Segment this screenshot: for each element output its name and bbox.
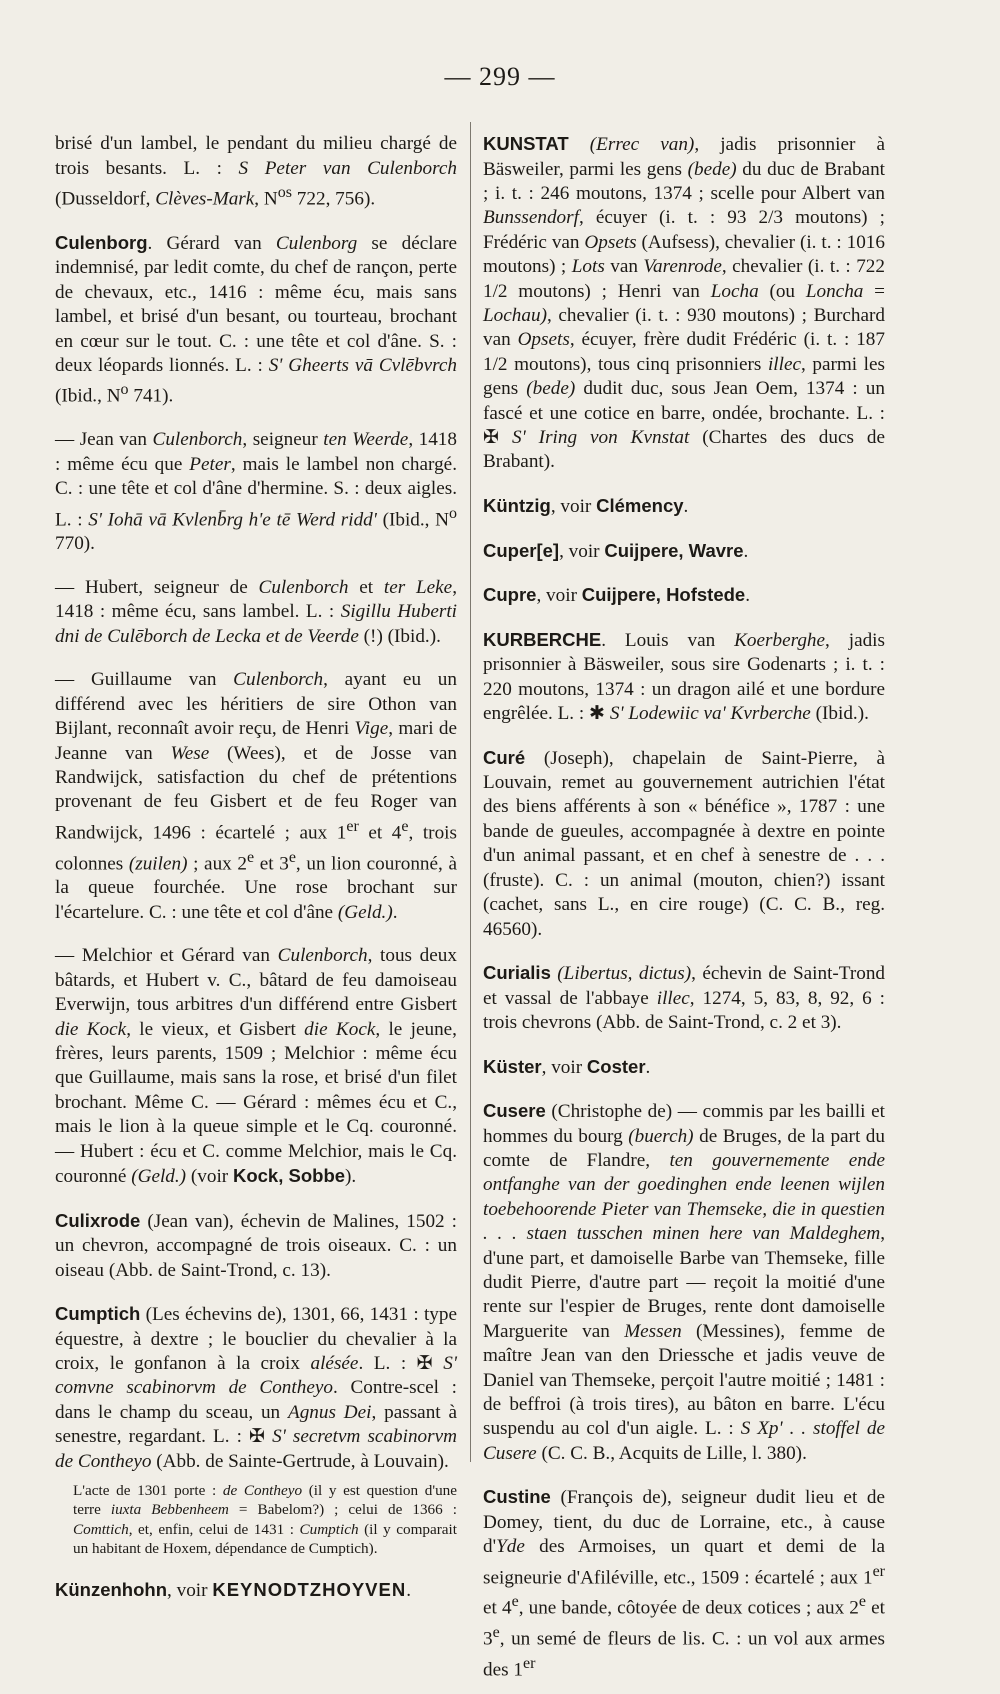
entry-r8: Küster, voir Coster. [483,1055,651,1078]
entry-l2: Culenborg. Gérard van Culenborg se déclare indemnisé, par ledit comte, du chef de rançon, perte de chevaux, etc., 1416 : même écu, mais sans lambel, et brisé d'un besant, ou tourteau, brochant en cœur sur le tout. C. : une tête et col d'âne. S. : deux léopards lionnés. L. : S' Gheerts vā Cvlēbvrch (Ibid., $N^o$ 741). [55,231,457,407]
entry-r2: Küntzig, voir Clémency. [483,495,689,518]
entry-l3: — Jean van Culenborch, seigneur ten Weerde, 1418 : même écu que Peter, mais le lambel non chargé. C. : une tête et col d'âne d'hermine. S. : deux aigles. L. : S' Iohā vā Kvlenb̄rg h'e tē Werd ridd' (Ibid., $N^o$ 770). [55,429,457,555]
entry-l1: brisé d'un lambel, le pendant du milieu chargé de trois besants. L. : S Peter van Culenborch (Dusseldorf, Clèves-Mark, $N^{os}$ 722, 756). [55,133,458,210]
entry-r9: Cusere (Christophe de) — commis par les bailli et hommes du bourg (buerch) de Bruges, de la part du comte de Flandre, ten gouvernemente ende ontfanghe van der goedinghen ende leenen wijlen toebehoorende Pieter van Themseke, die in questien . . . staen tusschen minen here van Maldeghem, d'une part, et damoiselle Barbe van Themseke, fille dudit Pierre, d'autre part — reçoit la moitié d'une rente sur l'espier de Bruges, rente dont damoiselle Marguerite van Messen (Messines), femme de maître Jean van den Driessche et jadis veuve de Daniel van Themseke, perçoit l'autre moitié ; 1481 : de beffroi (à trois tires), au bâton en barre. L'écu suspendu au col d'un aigle. L. : S Xp' . . stoffel de Cusere (C. C. B., Acquits de Lille, l. 380). [483,1100,885,1464]
entry-r5: KURBERCHE. Louis van Koerberghe, jadis prisonnier à Bäsweiler, sous sire Godenarts ; i. t. : 220 moutons, 1374 : un dragon ailé et une bordure engrêlée. L. : ✱ S' Lodewiic va' Kvrberche (Ibid.). [483,628,885,725]
entry-l8: Cumptich (Les échevins de), 1301, 66, 1431 : type équestre, à dextre ; le bouclier du chevalier à la croix, le gonfanon à la croix alésée. L. : ✠ S' comvne scabinorvm de Contheyo. Contre-scel : dans le champ du sceau, un Agnus Dei, passant à senestre, regardant. L. : ✠ S' secretvm scabinorvm de Contheyo (Abb. de Sainte-Gertrude, à Louvain). [55,1303,457,1472]
entry-l5: — Guillaume van Culenborch, ayant eu un différend avec les héritiers de sire Othon van Bijlant, reconnaît avoir reçu, de Henri Vige, mari de Jeanne van Wese (Wees), et de Josse van Randwijck, satisfaction du chef de prétentions provenant de feu Gisbert et de feu Roger van Randwijck, 1496 : écartelé ; aux 1er et 4e, trois colonnes (zuilen) ; aux 2e et 3e, un lion couronné, à la queue fourchée. Une rose brochant sur l'écartelure. C. : une tête et col d'âne (Geld.). [55,669,457,923]
column-divider [470,122,471,1462]
entry-l6: — Melchior et Gérard van Culenborch, tous deux bâtards, et Hubert v. C., bâtard de feu damoiseau Everwijn, tous arbitres d'un différend entre Gisbert die Kock, le vieux, et Gisbert die Kock, le jeune, frères, leurs parents, 1509 ; Melchior : même écu que Guillaume, mais sans la rose, et brisé d'un filet brochant. Même C. — Gérard : mêmes écu et C., mais le lion à la queue simple et le Cq. couronné. — Hubert : écu et C. comme Melchior, mais le Cq. couronné (Geld.) (voir Kock, Sobbe). [55,945,457,1188]
footnote: L'acte de 1301 porte : de Contheyo (il y est question d'une terre iuxta Bebbenheem = Babelom?) ; celui de 1366 : Comttich, et, enfin, celui de 1431 : Cumptich (il y comparait un habitant de Hoxem, dépendance de Cumptich). [73,1481,458,1558]
entry-l7: Culixrode (Jean van), échevin de Malines, 1502 : un chevron, accompagné de trois oiseaux. C. : un oiseau (Abb. de Saint-Trond, c. 13). [55,1209,457,1281]
entry-r10: Custine (François de), seigneur dudit lieu et de Domey, tient, du duc de Lorraine, etc., à cause d'Yde des Armoises, un quart et demi de la seigneurie d'Afiléville, etc., 1509 : écartelé ; aux 1er et 4e, une bande, côtoyée de deux cotices ; aux 2e et 3e, un semé de fleurs de lis. C. : un vol aux armes des 1er [483,1486,885,1681]
entry-l4: — Hubert, seigneur de Culenborch et ter Leke, 1418 : même écu, sans lambel. L. : Sigillu Huberti dni de Culēborch de Lecka et de Veerde (!) (Ibid.). [55,577,458,647]
left-column [55,113,457,1615]
entry-r1: KUNSTAT (Errec van), jadis prisonnier à Bäsweiler, parmi les gens (bede) du duc de Brabant ; i. t. : 246 moutons, 1374 ; scelle pour Albert van Bunssendorf, écuyer (i. t. : 93 2/3 moutons) ; Frédéric van Opsets (Aufsess), chevalier (i. t. : 1016 moutons) ; Lots van Varenrode, chevalier (i. t. : 722 1/2 moutons) ; Henri van Locha (ou Loncha = Lochau), chevalier (i. t. : 930 moutons) ; Burchard van Opsets, écuyer, frère dudit Frédéric (i. t. : 187 1/2 moutons), tous cinq prisonniers illec, parmi les gens (bede) dudit duc, sous Jean Oem, 1374 : un fascé et une cotice en barre, ondée, brochante. L. : ✠ S' Iring von Kvnstat (Chartes des ducs de Brabant). [483,133,886,473]
entry-l9: Künzenhohn, voir KEYNODTZHOYVEN. [55,1579,412,1602]
page-number: — 299 — [444,62,556,91]
entry-r3: Cuper[e], voir Cuijpere, Wavre. [483,539,749,562]
right-column [483,113,885,1694]
entry-r4: Cupre, voir Cuijpere, Hofstede. [483,584,751,607]
entry-r7: Curialis (Libertus, dictus), échevin de Saint-Trond et vassal de l'abbaye illec, 1274, 5, 83, 8, 92, 6 : trois chevrons (Abb. de Saint-Trond, c. 2 et 3). [483,962,886,1033]
entry-r6: Curé (Joseph), chapelain de Saint-Pierre, à Louvain, remet au gouvernement autrichien l'état des biens afférents à son « bénéfice », 1787 : une bande de gueules, accompagnée à dextre en pointe d'un animal passant, et en chef à senestre de . . . (fruste). C. : un animal (mouton, chien?) issant (cachet, sans L., en cire rouge) (C. C. B., reg. 46560). [483,746,885,940]
